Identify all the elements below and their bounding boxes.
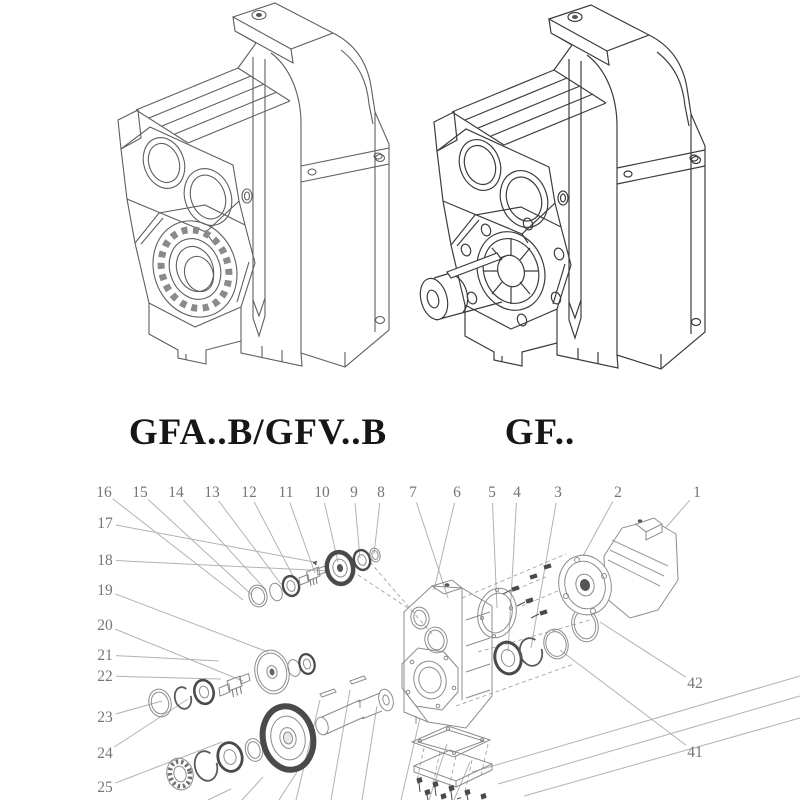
- callout-number-24: 24: [97, 745, 113, 762]
- callout-number-13: 13: [204, 484, 220, 501]
- base-gasket-and-plate: [412, 726, 492, 800]
- callout-number-20: 20: [97, 617, 113, 634]
- cut-leader-line-7: [242, 777, 263, 800]
- figure-gf-drawing: [416, 5, 705, 369]
- input-shaft-parts: [246, 547, 381, 609]
- leader-line-8: [374, 503, 380, 554]
- callout-number-14: 14: [168, 484, 184, 501]
- output-shaft-parts: [163, 676, 395, 793]
- exploded-housing: [402, 580, 492, 728]
- callout-number-7: 7: [409, 484, 417, 501]
- callout-number-18: 18: [97, 552, 113, 569]
- callout-number-25: 25: [97, 779, 113, 796]
- cut-leader-line-0: [472, 676, 800, 772]
- callout-number-10: 10: [314, 484, 330, 501]
- callout-number-5: 5: [488, 484, 496, 501]
- callout-number-11: 11: [278, 484, 294, 501]
- leader-line-17: [116, 525, 314, 562]
- callout-number-42: 42: [687, 675, 703, 692]
- cut-leader-line-4: [331, 690, 350, 800]
- leader-line-11: [290, 502, 315, 573]
- leader-line-24: [114, 699, 188, 747]
- model-label-gf: GF..: [504, 412, 576, 453]
- callout-number-3: 3: [554, 484, 562, 501]
- model-label-gfa: GFA..B/GFV..B: [128, 412, 388, 453]
- cut-leader-line-2: [524, 718, 800, 796]
- callout-numbers: [96, 484, 703, 796]
- motor-assembly: [552, 518, 678, 621]
- callout-number-4: 4: [513, 484, 521, 501]
- callout-number-9: 9: [350, 484, 358, 501]
- leader-line-21: [116, 656, 219, 661]
- leader-line-19: [115, 594, 268, 652]
- cut-leader-line-8: [208, 789, 231, 800]
- exploded-view: [146, 518, 678, 800]
- cut-leader-line-9: [401, 718, 420, 800]
- leader-line-41: [560, 650, 686, 745]
- callout-number-17: 17: [97, 515, 113, 532]
- foundation-bolts: [417, 778, 486, 800]
- leader-line-6: [434, 503, 454, 590]
- cut-leader-line-6: [279, 772, 297, 800]
- callout-number-6: 6: [453, 484, 461, 501]
- cut-leader-line-5: [362, 706, 377, 800]
- figure-gfa-drawing: [118, 3, 389, 367]
- callout-number-2: 2: [614, 484, 622, 501]
- leader-line-22: [116, 676, 221, 679]
- hollow-shaft-bearing: [140, 209, 251, 329]
- callout-number-22: 22: [97, 668, 113, 685]
- callout-number-15: 15: [132, 484, 148, 501]
- leader-line-20: [115, 629, 243, 681]
- assembly-axis-lines: [352, 554, 590, 792]
- callout-number-21: 21: [97, 647, 113, 664]
- callout-number-16: 16: [96, 484, 112, 501]
- leader-line-25: [115, 742, 222, 783]
- callout-number-8: 8: [377, 484, 385, 501]
- leader-line-18: [116, 561, 330, 571]
- leader-line-16: [113, 499, 243, 600]
- callout-number-19: 19: [97, 582, 113, 599]
- callout-number-1: 1: [693, 484, 701, 501]
- callout-number-23: 23: [97, 709, 113, 726]
- cut-leader-line-1: [498, 696, 800, 784]
- callout-number-41: 41: [687, 744, 703, 761]
- leader-line-23: [116, 701, 162, 714]
- leader-line-42: [600, 622, 686, 677]
- leader-line-5: [492, 503, 497, 608]
- leader-line-13: [219, 501, 281, 584]
- callout-number-12: 12: [241, 484, 257, 501]
